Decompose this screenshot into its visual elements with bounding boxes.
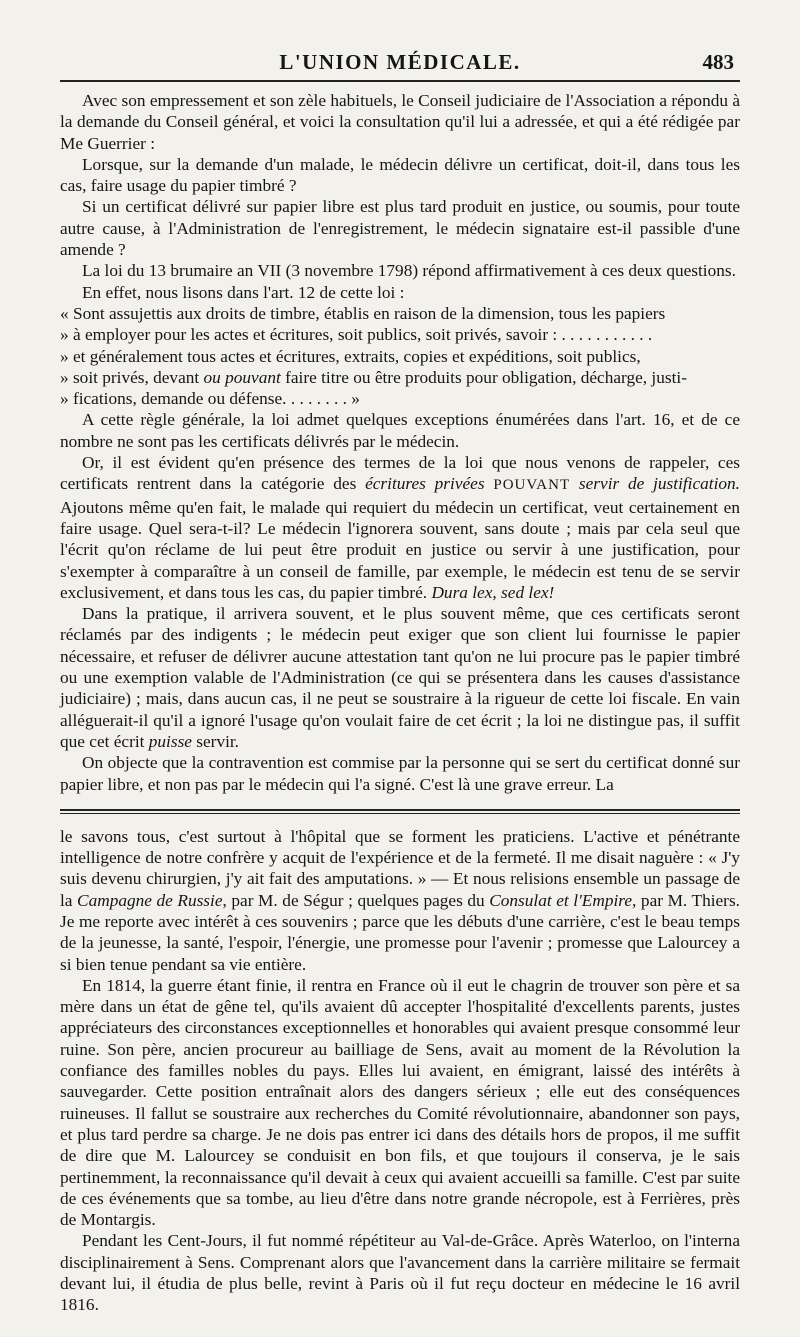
feuilleton-article	[60, 826, 740, 1316]
paragraph: Pendant les Cent-Jours, il fut nommé répétiteur au Val-de-Grâce. Après Waterloo, on l'interna disciplinairement à Sens. Comprenant alors que l'avancement dans la carrière militaire se fermait devant lui, il étudia de plus belle, revint à Paris où il fut reçu docteur en médecine le 16 avril 1816.	[60, 1231, 740, 1315]
paragraph: On objecte que la contravention est commise par la personne qui se sert du certificat donné sur papier libre, et non pas par le médecin qui l'a signé. C'est là une grave erreur. La	[60, 753, 740, 794]
text: , par M. Thiers. Je me reporte avec intérêt à ces souvenirs ; parce que les débuts d'une carrière, c'est le beau temps de la jeunesse, la santé, l'espoir, l'énergie, une promesse pour l'avenir ; promesse que Lalourcey a si bien tenue pendant sa vie entière.	[60, 890, 740, 974]
paragraph: Si un certificat délivré sur papier libre est plus tard produit en justice, ou soumis, pour toute autre cause, à l'Administration de l'enregistrement, le médecin signataire est-il passible d'une amende ?	[60, 197, 740, 260]
text: le savons tous, c'est surtout à l'hôpital que se forment les praticiens. L'active et pénétrante intelligence de notre confrère y acquit de l'expérience et de la fermeté. Il me disait naguère : « J'y suis devenu chirurgien, j'y ait fait des amputations. » — Et nous relisions ensemble un passage de la	[60, 826, 740, 910]
emphasis: puisse	[148, 731, 192, 751]
paragraph: En effet, nous lisons dans l'art. 12 de cette loi :	[82, 282, 405, 302]
text: Or, il est évident qu'en présence des termes de la loi que nous venons de rappeler, ces certificats rentrent dans la catégorie des	[60, 453, 740, 494]
quote-text: » soit privés, devant	[60, 367, 204, 387]
paragraph	[60, 603, 740, 752]
paragraph	[60, 826, 740, 975]
section-separator	[60, 809, 740, 814]
law-quote-line: » à employer pour les actes et écritures, soit publics, soit privés, savoir : . . . . . . . . . . .	[60, 325, 653, 345]
header-rule	[60, 80, 740, 82]
paragraph: Avec son empressement et son zèle habituels, le Conseil judiciaire de l'Association a répondu à la demande du Conseil général, et voici la consultation qu'il lui a adressée, et qui a été rédigée par Me Guerrier :	[60, 91, 740, 153]
law-quote-line: « Sont assujettis aux droits de timbre, établis en raison de la dimension, tous les papiers	[60, 303, 666, 323]
law-quote-line: » fications, demande ou défense. . . . . . . . »	[60, 389, 360, 409]
quote-text: faire titre ou être produits pour obligation, décharge, justi-	[280, 367, 687, 387]
law-quote-line	[60, 367, 740, 388]
paragraph: La loi du 13 brumaire an VII (3 novembre 1798) répond affirmativement à ces deux questions.	[82, 261, 736, 281]
small-caps-word: POUVANT	[493, 477, 571, 494]
paragraph	[60, 452, 740, 603]
text: Ajoutons même qu'en fait, le malade qui requiert du médecin un certificat, veut certainement en faire usage. Quel sera-t-il? Le médecin l'ignorera souvent, sans doute ; mais par cela seul que l'écrit qu'on réclame de lui peut être produit en justice ou servir à une justification, pour s'exempter à comparaître à un conseil de famille, par exemple, le médecin est tenu de se servir exclusivement, et dans tous les cas, du papier timbré.	[60, 497, 740, 602]
paragraph: A cette règle générale, la loi admet quelques exceptions énumérées dans l'art. 16, et de ce nombre ne sont pas les certificats délivrés par le médecin.	[60, 410, 740, 451]
law-quote-line: » et généralement tous actes et écritures, extraits, copies et expéditions, soit publics,	[60, 346, 641, 366]
page-number: 483	[702, 50, 734, 74]
book-title: Consulat et l'Empire	[489, 890, 633, 910]
text: servir.	[191, 731, 240, 751]
emphasis: ou pouvant	[203, 367, 281, 387]
text: Dans la pratique, il arrivera souvent, et le plus souvent même, que ces certificats seront réclamés par des indigents ; le médecin peut exiger que son client lui fournisse le papier nécessaire, et refuser de délivrer aucune attestation tant qu'on ne lui procure pas le papier timbré ou une exemption valable de l'Administration (ce qui se présentera dans les causes d'assistance judiciaire) ; mais, dans aucun cas, il ne peut se soustraire à la rigueur de cette loi fiscale. En vain alléguerait-il qu'il a ignoré l'usage qu'on voulait faire de cet écrit ; la loi ne distingue pas, il suffit que cet écrit	[60, 604, 740, 751]
paragraph: En 1814, la guerre étant finie, il rentra en France où il eut le chagrin de trouver son père et sa mère dans un état de gêne tel, qu'ils avaient dû accepter l'hospitalité d'excellents parents, justes appréciateurs des circonstances exceptionnelles et honorables qui avaient presque consommé leur ruine. Son père, ancien procureur au bailliage de Sens, avait au moment de la Révolution la confiance des familles nobles du pays. Elles lui avaient, en émigrant, laissé des intérêts à sauvegarder. Cette position entraînait alors des dangers sérieux ; elle eut des conséquences ruineuses. Il fallut se soustraire aux recherches du Comité révolutionnaire, abandonner son pays, et plus tard perdre sa charge. Je ne dois pas entrer ici dans des détails hors de propos, il me suffit de dire que M. Lalourcey se conduisit en bon fils, et que toujours il conserva, je le sais pertinemment, la reconnaissance qu'il devait à ceux qui avaient accueilli sa famille. C'est par suite de ces événements que sa tombe, au lieu d'être dans notre grande nécropole, est à Ferrières, près de Montargis.	[60, 975, 740, 1230]
consultation-article	[60, 90, 740, 795]
text: , par M. de Ségur ; quelques pages du	[222, 890, 490, 910]
emphasis: servir de justification.	[578, 474, 740, 494]
emphasis: Dura lex, sed lex!	[431, 582, 555, 602]
running-header	[60, 46, 740, 76]
book-title: Campagne de Russie	[77, 890, 223, 910]
paragraph: Lorsque, sur la demande d'un malade, le médecin délivre un certificat, doit-il, dans tous les cas, faire usage du papier timbré ?	[60, 154, 740, 196]
journal-title: L'UNION MÉDICALE.	[279, 50, 521, 74]
emphasis: écritures privées	[365, 474, 485, 494]
